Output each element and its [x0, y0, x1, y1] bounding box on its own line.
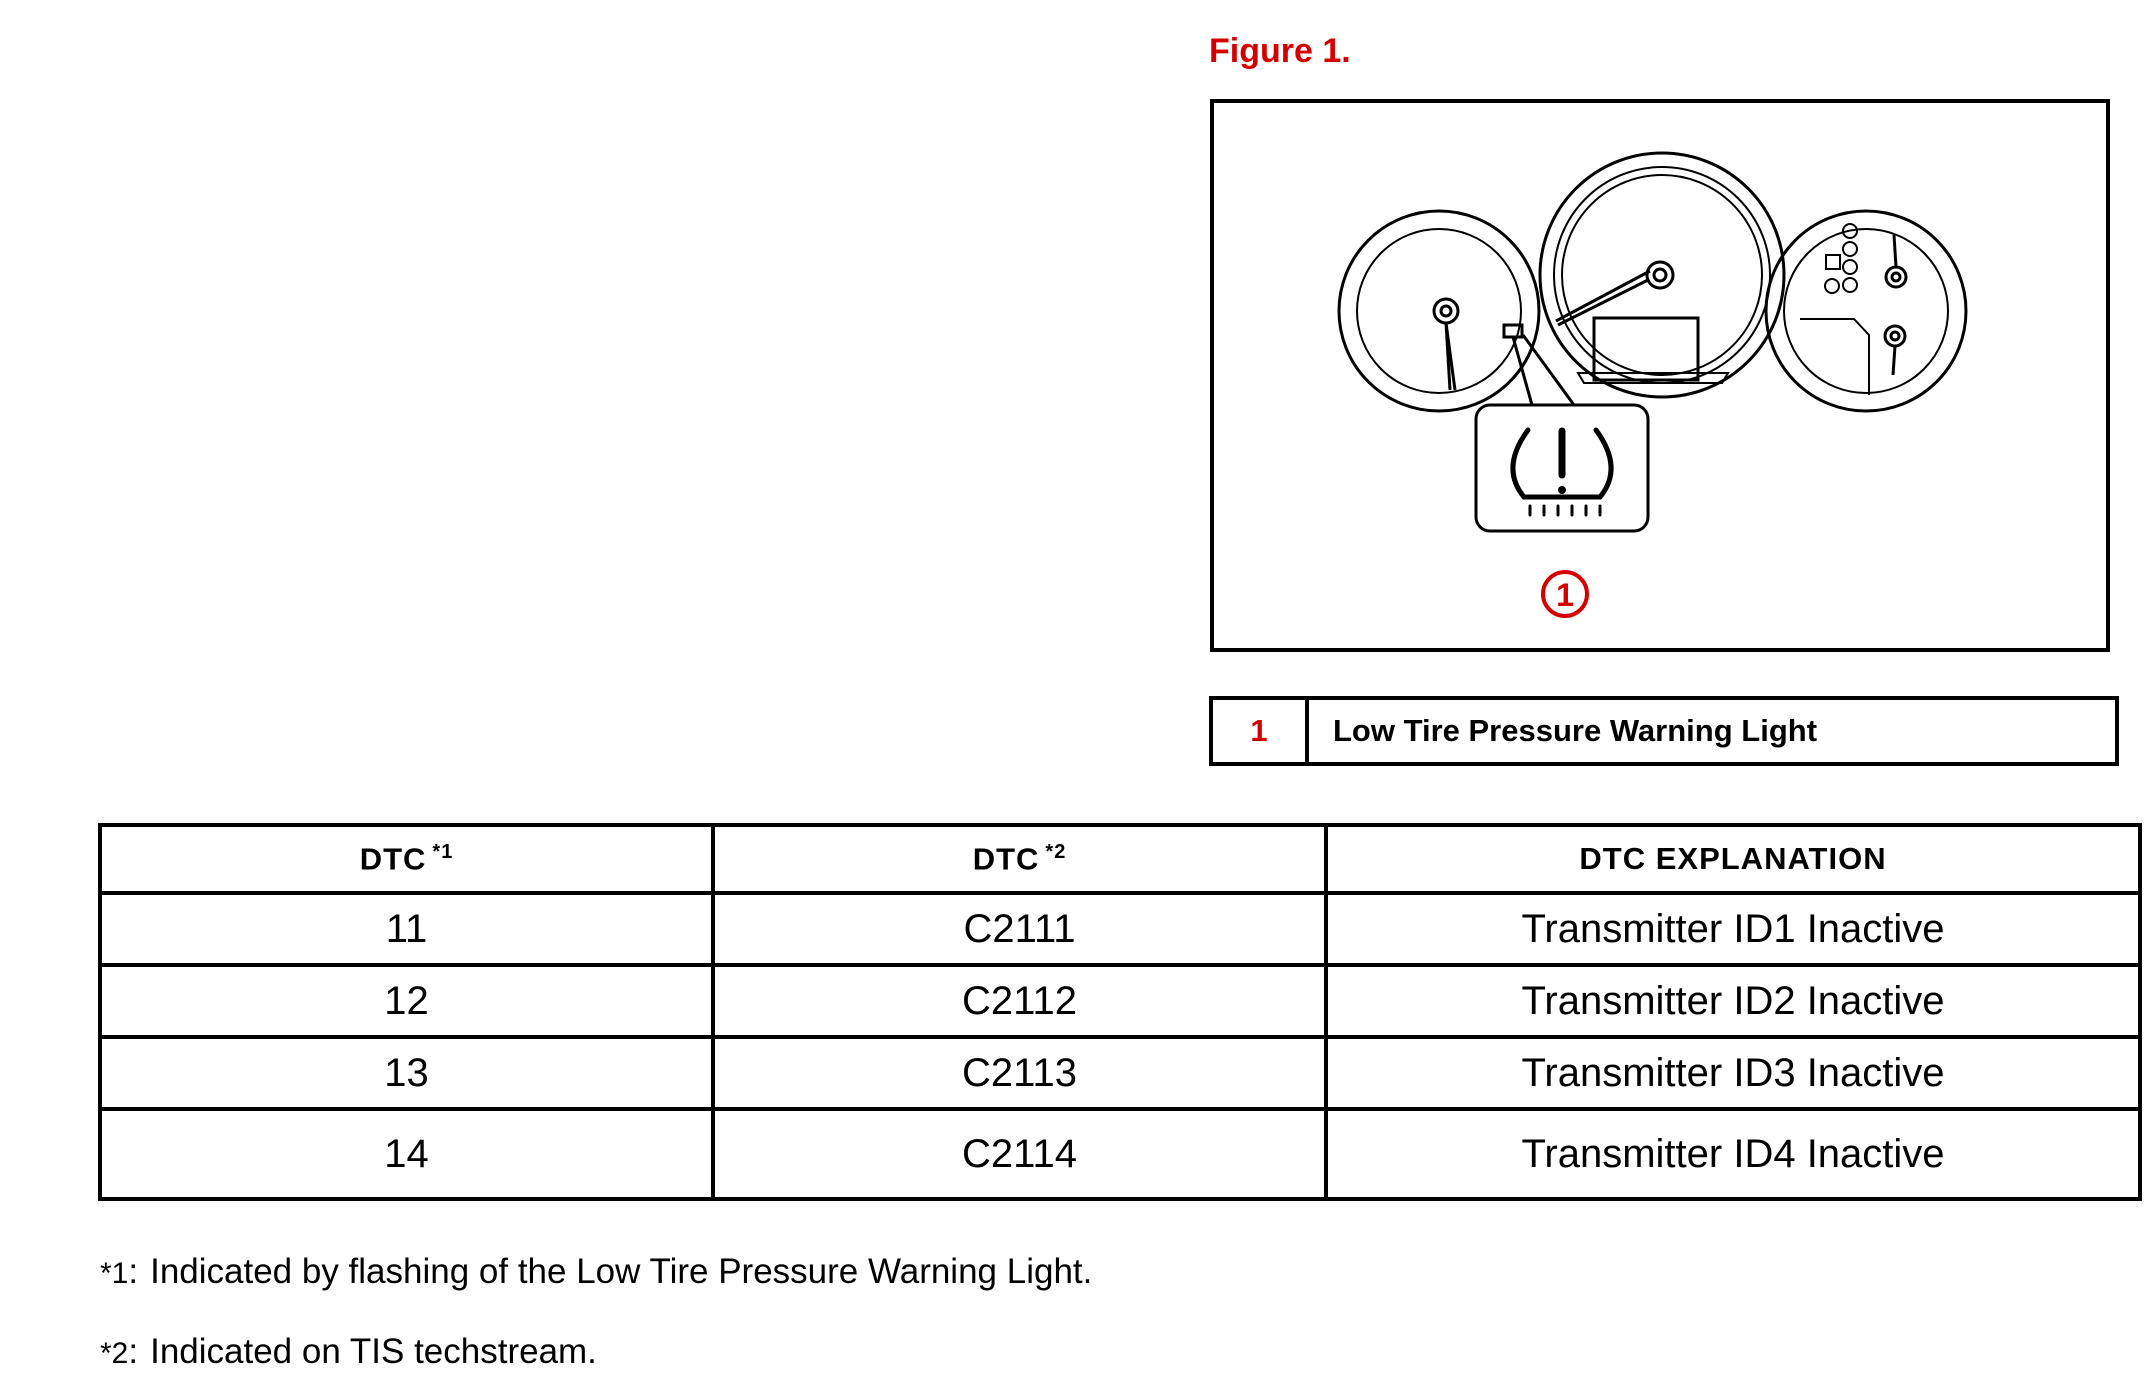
center-gauge — [1540, 153, 1784, 397]
footnote-text: Indicated by flashing of the Low Tire Pressure Warning Light. — [150, 1252, 1093, 1291]
instrument-cluster-figure — [1210, 99, 2110, 652]
dtc-explanation: Transmitter ID3 Inactive — [1326, 1037, 2140, 1109]
dtc-explanation: Transmitter ID2 Inactive — [1326, 965, 2140, 1037]
callout-circle-icon — [1543, 572, 1587, 616]
instrument-cluster-illustration — [1214, 103, 2106, 648]
table-row — [100, 893, 2140, 965]
table-row — [100, 1109, 2140, 1199]
left-gauge — [1339, 211, 1539, 411]
dtc-code: 11 — [100, 893, 713, 965]
dtc-explanation: Transmitter ID4 Inactive — [1326, 1109, 2140, 1199]
dtc-techstream-code: C2114 — [713, 1109, 1326, 1199]
header-dtc-2: DTC $^{*2}$ — [713, 825, 1326, 893]
dtc-code: 13 — [100, 1037, 713, 1109]
figure-legend — [1209, 696, 2119, 766]
dtc-table — [98, 823, 2142, 1201]
footnote-mark: *2 — [1045, 840, 1067, 863]
footnote-1: *1: Indicated by flashing of the Low Tire Pressure Warning Light. — [100, 1252, 1093, 1291]
dtc-code: 14 — [100, 1109, 713, 1199]
legend-number: 1 — [1213, 700, 1309, 762]
dtc-techstream-code: C2112 — [713, 965, 1326, 1037]
legend-label: Low Tire Pressure Warning Light — [1333, 713, 1818, 748]
tire-pressure-warning-icon — [1513, 430, 1611, 515]
header-dtc-1: DTC $^{*1}$ — [100, 825, 713, 893]
footnote-mark: *1 — [432, 840, 454, 863]
dtc-techstream-code: C2111 — [713, 893, 1326, 965]
table-row — [100, 1037, 2140, 1109]
dtc-explanation: Transmitter ID1 Inactive — [1326, 893, 2140, 965]
dtc-code: 12 — [100, 965, 713, 1037]
header-dtc-explanation: DTC EXPLANATION — [1326, 825, 2140, 893]
dtc-techstream-code: C2113 — [713, 1037, 1326, 1109]
table-header-row — [100, 825, 2140, 893]
table-row — [100, 965, 2140, 1037]
footnote-mark: *1 — [100, 1257, 129, 1290]
figure-title: Figure 1. — [1209, 32, 1351, 70]
footnote-text: Indicated on TIS techstream. — [150, 1332, 597, 1371]
footnote-mark: *2 — [100, 1337, 129, 1370]
callout-number: 1 — [1556, 577, 1574, 613]
right-gauge — [1766, 211, 1966, 411]
footnote-2: *2: Indicated on TIS techstream. — [100, 1332, 597, 1371]
